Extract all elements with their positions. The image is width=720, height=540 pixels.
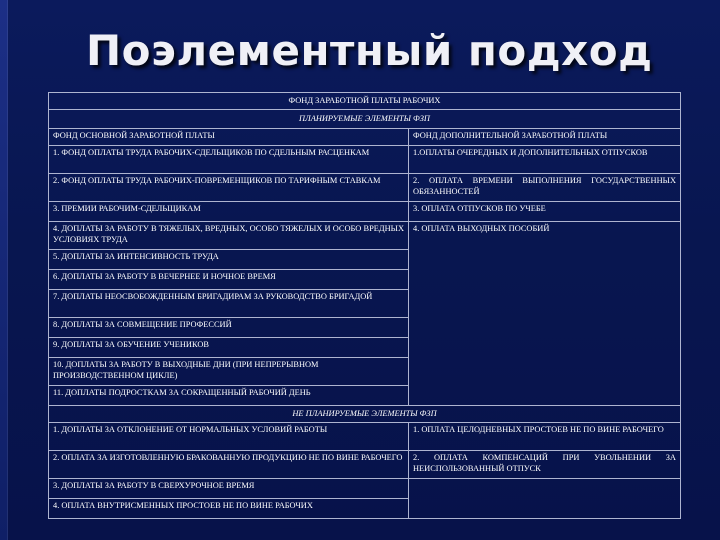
- planned-additional-item-2: 2. ОПЛАТА ВРЕМЕНИ ВЫПОЛНЕНИЯ ГОСУДАРСТВЕННЫХ ОБЯЗАННОСТЕЙ: [409, 174, 681, 202]
- basic-fund-header: ФОНД ОСНОВНОЙ ЗАРАБОТНОЙ ПЛАТЫ: [49, 129, 409, 146]
- planned-basic-item-3: 3. ПРЕМИИ РАБОЧИМ-СДЕЛЬЩИКАМ: [49, 202, 409, 222]
- planned-basic-item-2: 2. ФОНД ОПЛАТЫ ТРУДА РАБОЧИХ-ПОВРЕМЕНЩИКОВ ПО ТАРИФНЫМ СТАВКАМ: [49, 174, 409, 202]
- unplanned-left-item-1: 1. ДОПЛАТЫ ЗА ОТКЛОНЕНИЕ ОТ НОРМАЛЬНЫХ УСЛОВИЙ РАБОТЫ: [49, 423, 409, 451]
- planned-elements-header: ПЛАНИРУЕМЫЕ ЭЛЕМЕНТЫ ФЗП: [49, 110, 681, 129]
- planned-basic-item-7: 7. ДОПЛАТЫ НЕОСВОБОЖДЕННЫМ БРИГАДИРАМ ЗА РУКОВОДСТВО БРИГАДОЙ: [49, 290, 409, 318]
- planned-basic-item-1: 1. ФОНД ОПЛАТЫ ТРУДА РАБОЧИХ-СДЕЛЬЩИКОВ ПО СДЕЛЬНЫМ РАСЦЕНКАМ: [49, 146, 409, 174]
- wage-fund-table: [48, 92, 681, 519]
- left-accent-stripe: [0, 0, 8, 540]
- planned-basic-item-9: 9. ДОПЛАТЫ ЗА ОБУЧЕНИЕ УЧЕНИКОВ: [49, 338, 409, 358]
- unplanned-right-item-1: 1. ОПЛАТА ЦЕЛОДНЕВНЫХ ПРОСТОЕВ НЕ ПО ВИНЕ РАБОЧЕГО: [409, 423, 681, 451]
- planned-basic-item-8: 8. ДОПЛАТЫ ЗА СОВМЕЩЕНИЕ ПРОФЕССИЙ: [49, 318, 409, 338]
- planned-basic-item-4: 4. ДОПЛАТЫ ЗА РАБОТУ В ТЯЖЕЛЫХ, ВРЕДНЫХ, ОСОБО ТЯЖЕЛЫХ И ОСОБО ВРЕДНЫХ УСЛОВИЯХ ТРУДА: [49, 222, 409, 250]
- planned-basic-item-6: 6. ДОПЛАТЫ ЗА РАБОТУ В ВЕЧЕРНЕЕ И НОЧНОЕ ВРЕМЯ: [49, 270, 409, 290]
- planned-additional-item-1: 1.ОПЛАТЫ ОЧЕРЕДНЫХ И ДОПОЛНИТЕЛЬНЫХ ОТПУСКОВ: [409, 146, 681, 174]
- planned-basic-item-5: 5. ДОПЛАТЫ ЗА ИНТЕНСИВНОСТЬ ТРУДА: [49, 250, 409, 270]
- unplanned-right-empty: [409, 479, 681, 519]
- unplanned-left-item-3: 3. ДОПЛАТЫ ЗА РАБОТУ В СВЕРХУРОЧНОЕ ВРЕМЯ: [49, 479, 409, 499]
- unplanned-elements-header: НЕ ПЛАНИРУЕМЫЕ ЭЛЕМЕНТЫ ФЗП: [49, 406, 681, 423]
- planned-additional-item-4: 4. ОПЛАТА ВЫХОДНЫХ ПОСОБИЙ: [409, 222, 681, 406]
- unplanned-left-item-4: 4. ОПЛАТА ВНУТРИСМЕННЫХ ПРОСТОЕВ НЕ ПО ВИНЕ РАБОЧИХ: [49, 499, 409, 519]
- planned-basic-item-10: 10. ДОПЛАТЫ ЗА РАБОТУ В ВЫХОДНЫЕ ДНИ (ПРИ НЕПРЕРЫВНОМ ПРОИЗВОДСТВЕННОМ ЦИКЛЕ): [49, 358, 409, 386]
- unplanned-right-item-2: 2. ОПЛАТА КОМПЕНСАЦИЙ ПРИ УВОЛЬНЕНИИ ЗА НЕИСПОЛЬЗОВАННЫЙ ОТПУСК: [409, 451, 681, 479]
- planned-additional-item-3: 3. ОПЛАТА ОТПУСКОВ ПО УЧЕБЕ: [409, 202, 681, 222]
- additional-fund-header: ФОНД ДОПОЛНИТЕЛЬНОЙ ЗАРАБОТНОЙ ПЛАТЫ: [409, 129, 681, 146]
- fund-header: ФОНД ЗАРАБОТНОЙ ПЛАТЫ РАБОЧИХ: [49, 93, 681, 110]
- slide-title: Поэлементный подход: [86, 26, 653, 75]
- unplanned-left-item-2: 2. ОПЛАТА ЗА ИЗГОТОВЛЕННУЮ БРАКОВАННУЮ ПРОДУКЦИЮ НЕ ПО ВИНЕ РАБОЧЕГО: [49, 451, 409, 479]
- planned-basic-item-11: 11. ДОПЛАТЫ ПОДРОСТКАМ ЗА СОКРАЩЕННЫЙ РАБОЧИЙ ДЕНЬ: [49, 386, 409, 406]
